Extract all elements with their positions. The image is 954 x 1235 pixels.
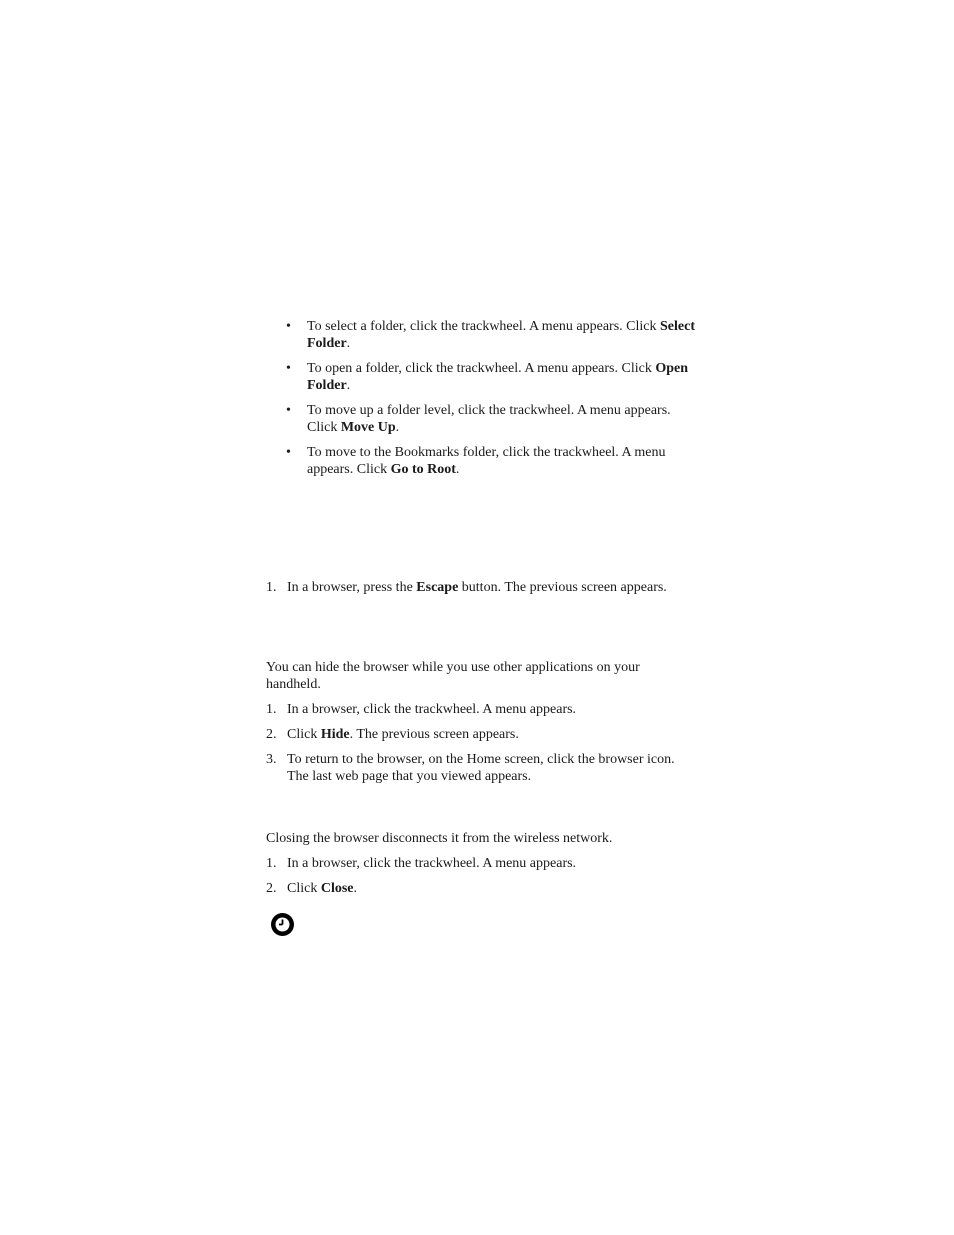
- step-number: 1.: [266, 702, 277, 717]
- bullet-text: To select a folder, click the trackwheel. A menu appears. Click Select Folder.: [307, 319, 695, 351]
- bullet-dot: •: [286, 445, 291, 460]
- step-number: 2.: [266, 727, 277, 742]
- step-number: 1.: [266, 580, 277, 595]
- step-text: To return to the browser, on the Home screen, click the browser icon. The last web page that you viewed appears.: [287, 752, 675, 784]
- step-text: In a browser, press the Escape button. The previous screen appears.: [287, 580, 667, 595]
- bullet-dot: •: [286, 319, 291, 334]
- bullet-dot: •: [286, 403, 291, 418]
- step-text: In a browser, click the trackwheel. A menu appears.: [287, 856, 577, 871]
- step-number: 2.: [266, 881, 277, 896]
- close-intro: Closing the browser disconnects it from the wireless network.: [266, 831, 613, 846]
- step-text: Click Close.: [287, 881, 358, 896]
- bullet-dot: •: [286, 361, 291, 376]
- bullet-text: To move up a folder level, click the trackwheel. A menu appears. Click Move Up.: [307, 403, 671, 435]
- step-number: 1.: [266, 856, 277, 871]
- step-number: 3.: [266, 752, 277, 767]
- step-text: In a browser, click the trackwheel. A menu appears.: [287, 702, 577, 717]
- bullet-text: To move to the Bookmarks folder, click the trackwheel. A menu appears. Click Go to Root.: [307, 445, 666, 477]
- bullet-text: To open a folder, click the trackwheel. A menu appears. Click Open Folder.: [307, 361, 689, 393]
- hide-intro: You can hide the browser while you use other applications on your handheld.: [266, 660, 640, 692]
- step-text: Click Hide. The previous screen appears.: [287, 727, 519, 742]
- clock-icon: [270, 912, 295, 937]
